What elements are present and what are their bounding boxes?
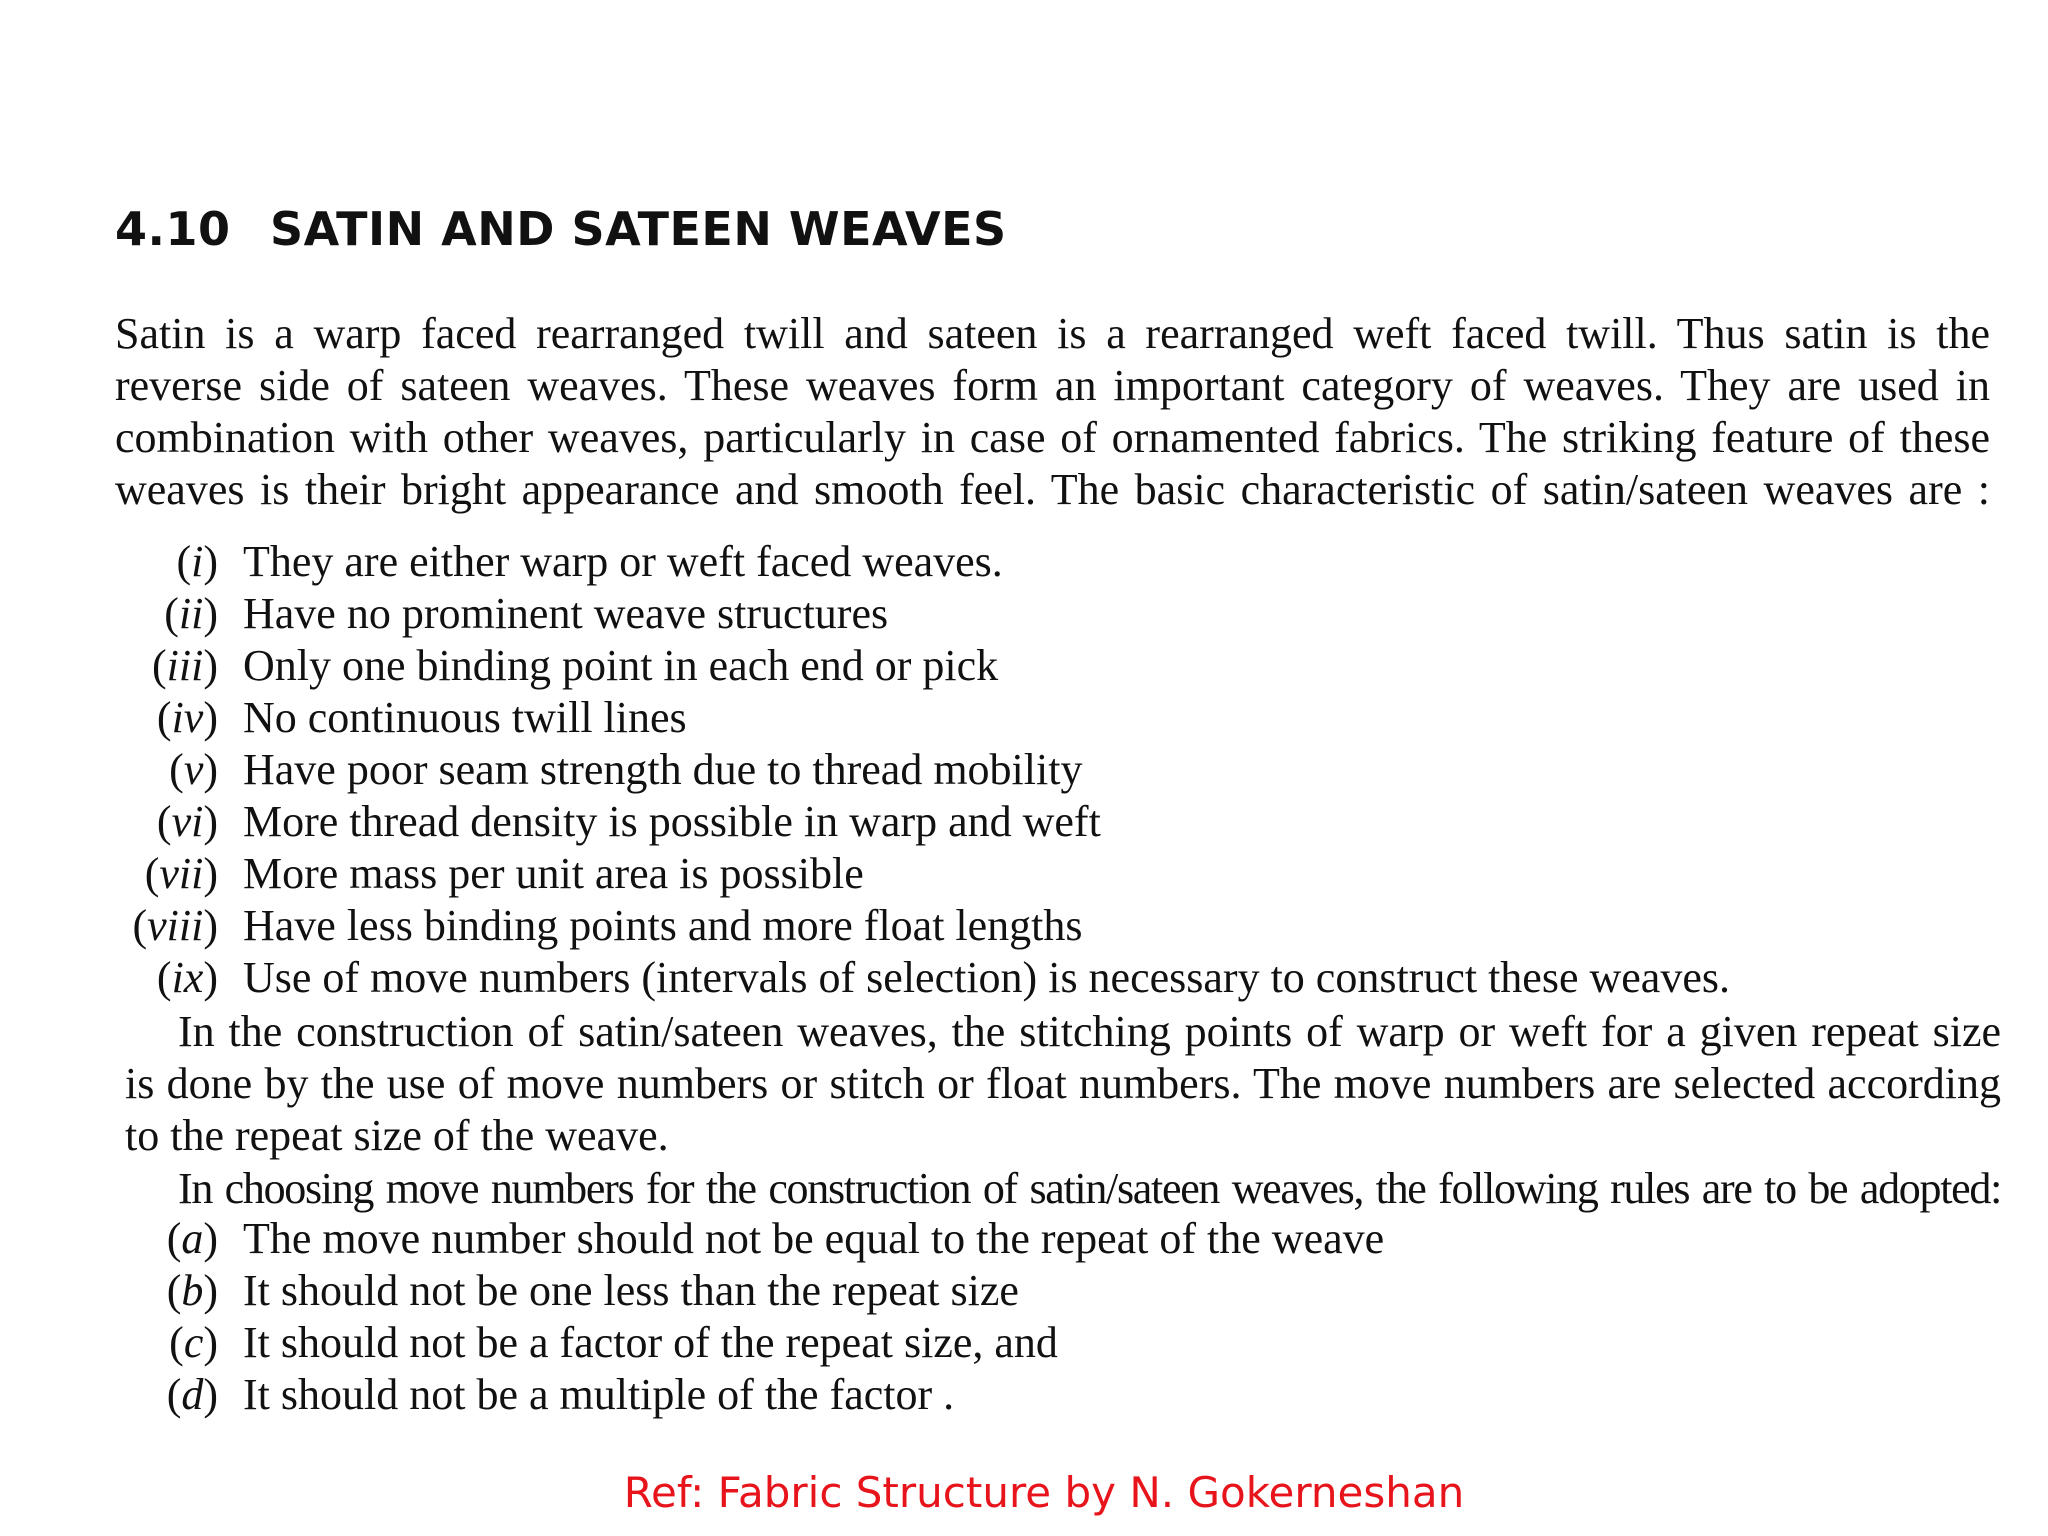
intro-line: weaves is their bright appearance and smooth feel. The basic characteristic of satin/sateen weaves are :	[115, 465, 1990, 514]
list-item: (ix) Use of move numbers (intervals of selection) is necessary to construct these weaves.	[156, 953, 1730, 1002]
intro-paragraph	[115, 308, 1990, 516]
construction-paragraph	[125, 1006, 2001, 1162]
list-item-text: It should not be one less than the repeat size	[243, 1266, 1019, 1315]
paragraph-line: In choosing move numbers for the construction of satin/sateen weaves, the following rules are to be adopted:	[178, 1164, 2001, 1213]
section-heading	[115, 202, 1007, 256]
paragraph-line: is done by the use of move numbers or stitch or float numbers. The move numbers are selected according	[125, 1059, 2001, 1108]
characteristics-list	[0, 536, 1730, 1004]
list-item-text: Only one binding point in each end or pick	[243, 641, 999, 690]
list-item-text: More mass per unit area is possible	[243, 849, 864, 898]
list-item: (ii) Have no prominent weave structures	[164, 589, 889, 638]
list-marker: vi	[171, 797, 204, 846]
intro-line: combination with other weaves, particularly in case of ornamented fabrics. The striking feature of these	[115, 413, 1990, 462]
list-item: (b) It should not be one less than the repeat size	[166, 1266, 1019, 1315]
list-marker: v	[183, 745, 204, 794]
paragraph-line: to the repeat size of the weave.	[125, 1111, 669, 1160]
paragraph-line: In the construction of satin/sateen weaves, the stitching points of warp or weft for a given repeat size	[178, 1007, 2001, 1056]
section-number: 4.10	[115, 202, 231, 256]
list-item-text: It should not be a factor of the repeat size, and	[243, 1318, 1058, 1367]
list-item: (a) The move number should not be equal to the repeat of the weave	[166, 1214, 1385, 1263]
list-item-text: Have poor seam strength due to thread mobility	[243, 745, 1083, 794]
list-item: (c) It should not be a factor of the repeat size, and	[169, 1318, 1058, 1367]
list-item-text: The move number should not be equal to the repeat of the weave	[243, 1214, 1385, 1263]
list-marker: ix	[171, 953, 204, 1002]
list-item: (d) It should not be a multiple of the factor .	[166, 1370, 955, 1419]
list-marker: iv	[171, 693, 204, 742]
list-item-text: No continuous twill lines	[243, 693, 687, 742]
intro-line: Satin is a warp faced rearranged twill and sateen is a rearranged weft faced twill. Thus satin is the	[115, 309, 1990, 358]
list-item: (iv) No continuous twill lines	[156, 693, 687, 742]
list-marker: d	[181, 1370, 204, 1419]
section-title: SATIN AND SATEEN WEAVES	[270, 202, 1007, 256]
list-marker: vii	[159, 849, 204, 898]
list-marker: c	[183, 1318, 204, 1367]
list-marker: ii	[178, 589, 204, 638]
list-marker: iii	[166, 641, 204, 690]
list-item-text: More thread density is possible in warp and weft	[243, 797, 1101, 846]
list-item: (v) Have poor seam strength due to thread mobility	[169, 745, 1083, 794]
list-item: (viii) Have less binding points and more float lengths	[132, 901, 1083, 950]
list-marker: viii	[147, 901, 204, 950]
list-item-text: They are either warp or weft faced weaves.	[243, 537, 1003, 586]
list-item: (iii) Only one binding point in each end or pick	[152, 641, 999, 690]
intro-line: reverse side of sateen weaves. These weaves form an important category of weaves. They are used in	[115, 361, 1990, 410]
list-item-text: It should not be a multiple of the factor .	[243, 1370, 955, 1419]
list-item: (vii) More mass per unit area is possible	[144, 849, 864, 898]
list-marker: b	[181, 1266, 204, 1315]
list-item-text: Have less binding points and more float lengths	[243, 901, 1083, 950]
list-marker: a	[181, 1214, 204, 1263]
rules-intro	[125, 1163, 2001, 1215]
reference-caption: Ref: Fabric Structure by N. Gokerneshan	[623, 1468, 1465, 1517]
list-item: (i) They are either warp or weft faced weaves.	[176, 537, 1003, 586]
list-item-text: Use of move numbers (intervals of selection) is necessary to construct these weaves.	[243, 953, 1730, 1002]
rules-list	[0, 1213, 1384, 1421]
list-item: (vi) More thread density is possible in warp and weft	[156, 797, 1101, 846]
list-item-text: Have no prominent weave structures	[243, 589, 889, 638]
list-marker: i	[191, 537, 204, 586]
